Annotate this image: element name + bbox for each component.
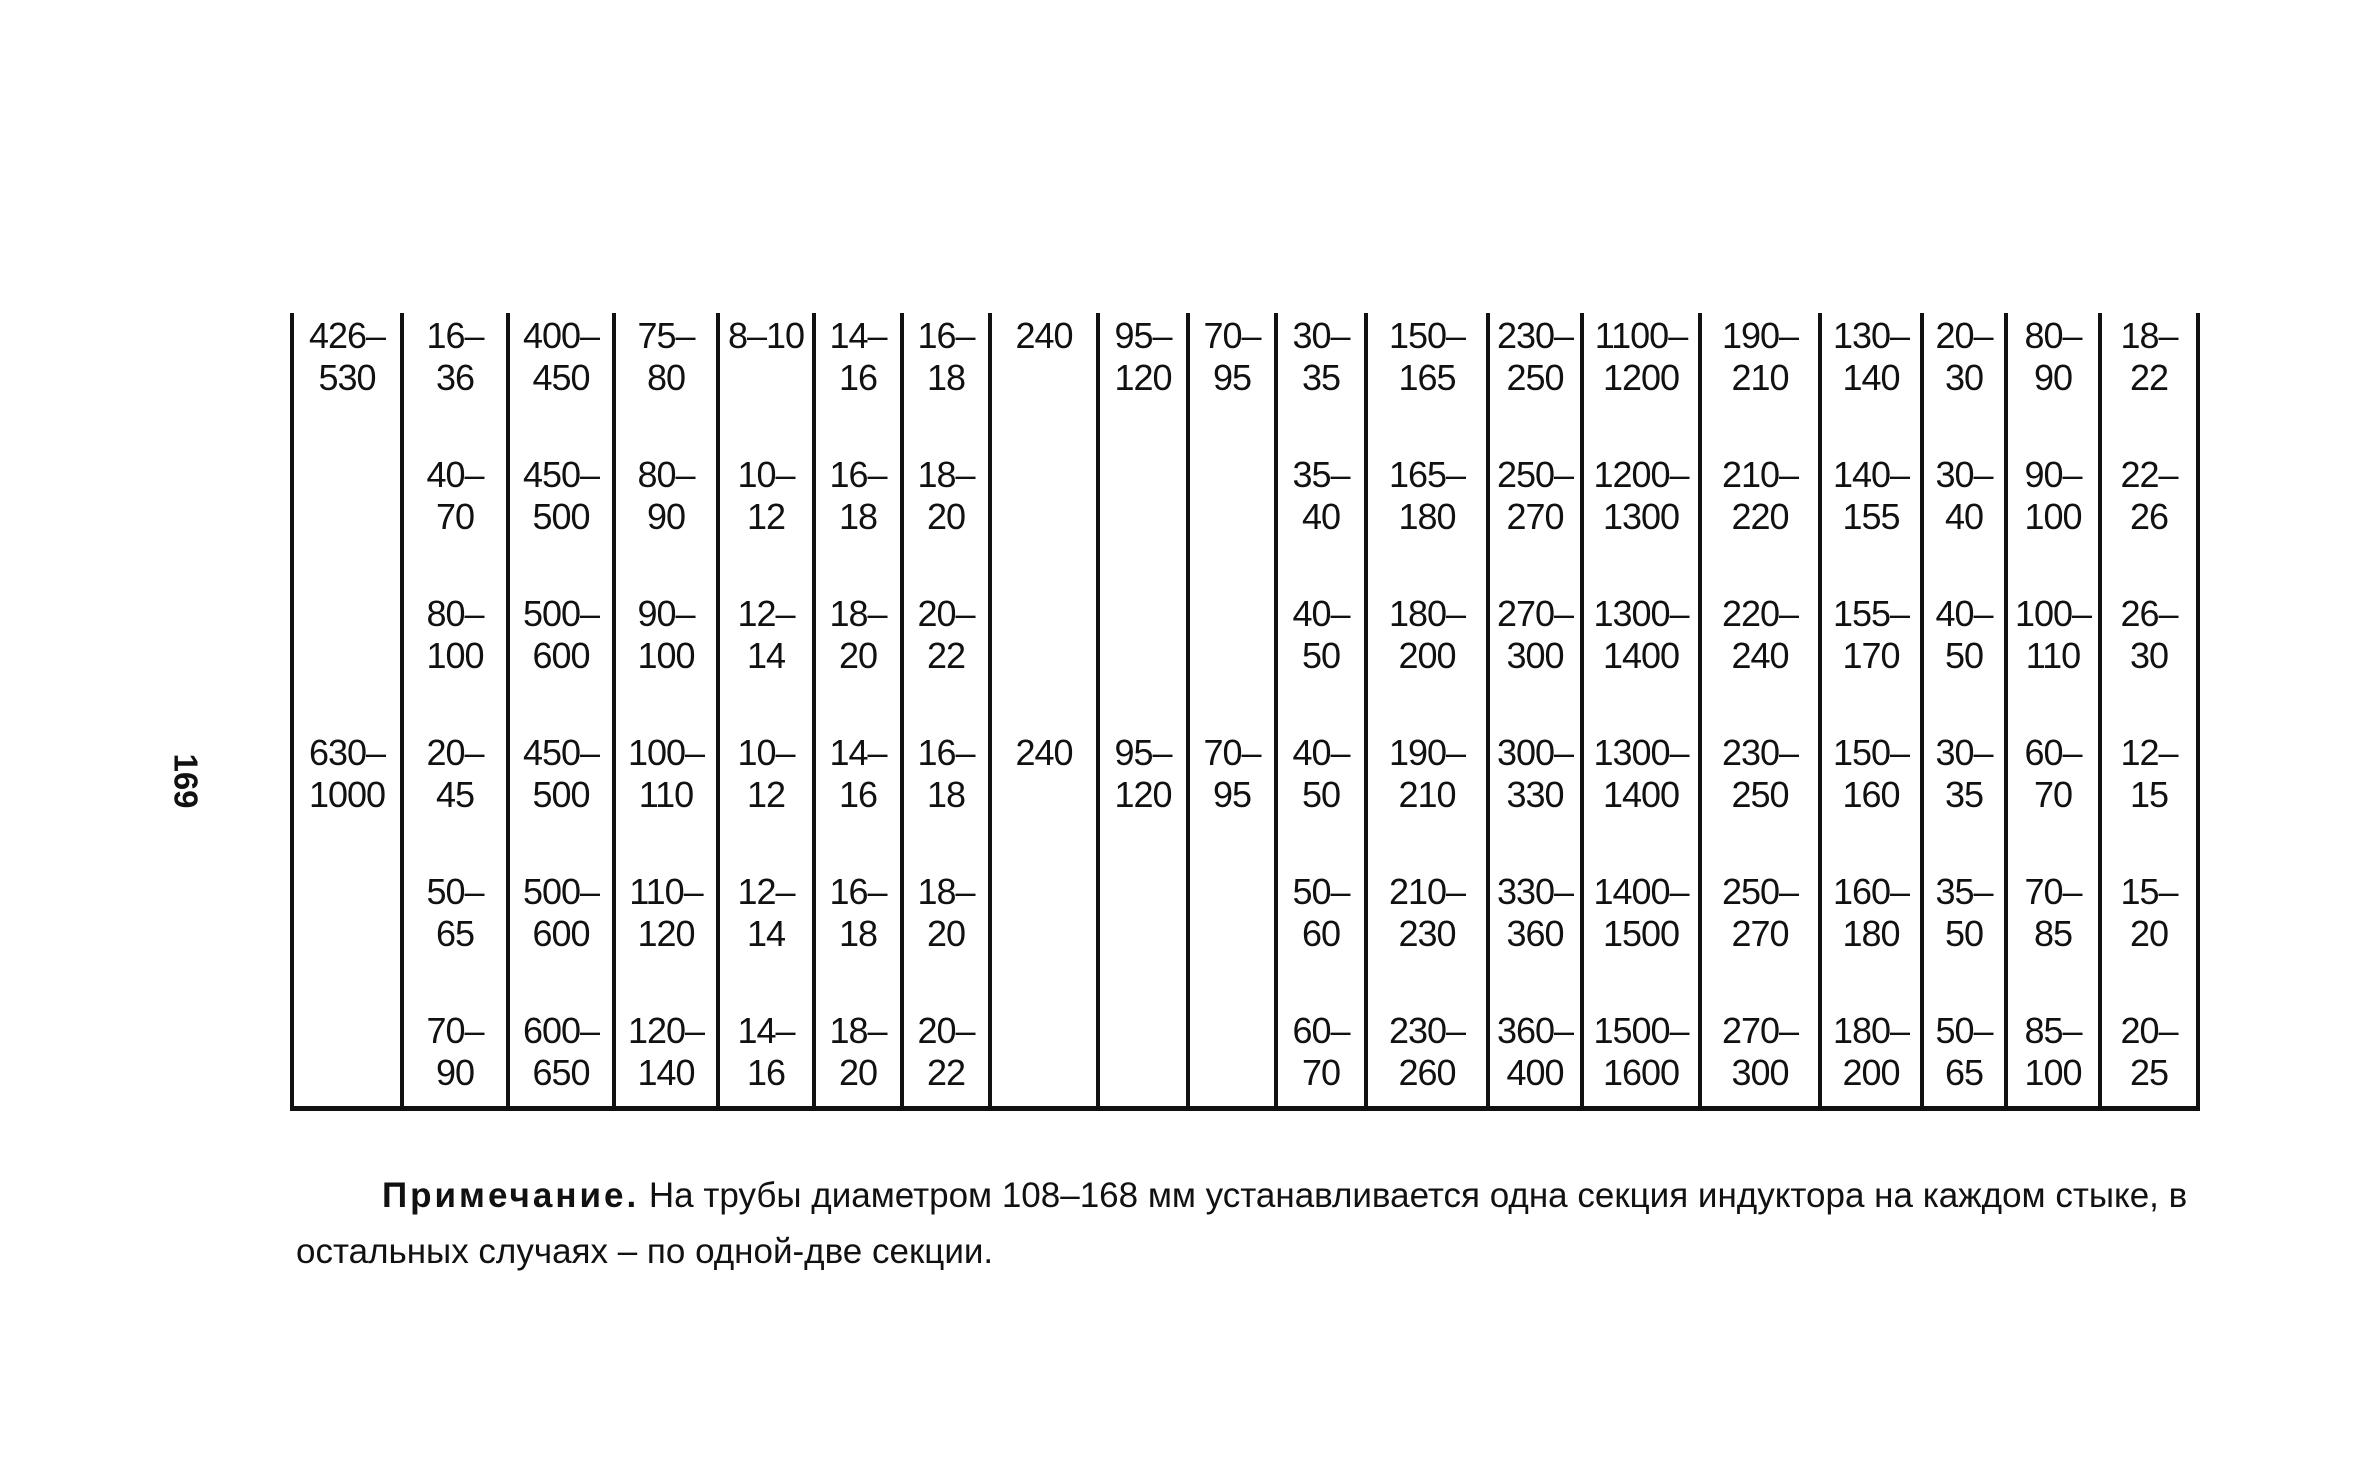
cell-value: 450– 500 [522, 454, 600, 537]
cell-value: 20– 22 [917, 1010, 975, 1093]
cell-value: 240 [1015, 315, 1073, 356]
table-cell [902, 730, 990, 869]
cell-value [992, 452, 1096, 454]
cell-value: 85– 100 [2024, 1010, 2082, 1093]
cell-value: 80– 100 [426, 593, 484, 676]
cell-value: 426– 530 [308, 315, 386, 398]
cell-value: 150– 160 [1832, 732, 1910, 815]
table-cell [1188, 1008, 1276, 1109]
table-cell [1276, 313, 1366, 452]
table-cell [1366, 313, 1488, 452]
cell-value: 190– 210 [1388, 732, 1466, 815]
cell-value: 500– 600 [522, 593, 600, 676]
table-cell [1276, 591, 1366, 730]
cell-value: 230– 250 [1721, 732, 1799, 815]
table-cell [902, 869, 990, 1008]
table-cell [2100, 452, 2198, 591]
table-cell [1700, 591, 1820, 730]
table-cell [402, 452, 508, 591]
cell-value: 230– 250 [1496, 315, 1574, 398]
cell-value [1190, 1008, 1274, 1010]
table-cell [2100, 869, 2198, 1008]
cell-value: 1100– 1200 [1594, 315, 1688, 398]
note-text: На трубы диаметром 108–168 мм устанавливается одна секция индуктора на каждом стыке, в остальных случаях – по одной-две секции. [296, 1176, 2188, 1271]
cell-value: 1400– 1500 [1593, 871, 1689, 954]
table-cell [1820, 869, 1922, 1008]
cell-value: 18– 20 [829, 593, 887, 676]
table-cell [1922, 869, 2006, 1008]
cell-value: 14– 16 [737, 1010, 795, 1093]
cell-value [1100, 1008, 1186, 1010]
table-cell [292, 730, 402, 869]
table-cell [1098, 730, 1188, 869]
table-cell [614, 730, 718, 869]
table-cell [1700, 313, 1820, 452]
table-cell [902, 1008, 990, 1109]
cell-value: 1300– 1400 [1593, 593, 1689, 676]
table-cell [1488, 313, 1582, 452]
table-cell [614, 1008, 718, 1109]
table-cell [1098, 1008, 1188, 1109]
table-cell [508, 730, 614, 869]
table-cell [614, 452, 718, 591]
cell-value: 100– 110 [627, 732, 705, 815]
cell-value: 50– 65 [426, 871, 484, 954]
cell-value: 1500– 1600 [1593, 1010, 1689, 1093]
cell-value: 100– 110 [2014, 593, 2092, 676]
cell-value: 40– 50 [1292, 593, 1350, 676]
cell-value: 10– 12 [737, 454, 795, 537]
table-cell [1922, 591, 2006, 730]
cell-value: 80– 90 [2024, 315, 2082, 398]
table-cell [1582, 730, 1700, 869]
table-cell [814, 869, 902, 1008]
cell-value: 165– 180 [1388, 454, 1466, 537]
cell-value: 180– 200 [1832, 1010, 1910, 1093]
cell-value [1190, 869, 1274, 871]
cell-value: 450– 500 [522, 732, 600, 815]
table-cell [902, 313, 990, 452]
table-cell [902, 452, 990, 591]
table-cell [1582, 591, 1700, 730]
table-body [292, 313, 2198, 1109]
table-row [292, 869, 2198, 1008]
table-cell [1488, 591, 1582, 730]
cell-value: 35– 40 [1292, 454, 1350, 537]
cell-value [1100, 452, 1186, 454]
table-cell [402, 1008, 508, 1109]
data-table [290, 313, 2200, 1111]
cell-value: 190– 210 [1721, 315, 1799, 398]
cell-value: 210– 230 [1388, 871, 1466, 954]
cell-value [992, 591, 1096, 593]
cell-value: 250– 270 [1496, 454, 1574, 537]
table-cell [1488, 1008, 1582, 1109]
table-cell [1188, 313, 1276, 452]
table-cell [508, 452, 614, 591]
table-cell [718, 452, 814, 591]
table-cell [402, 869, 508, 1008]
cell-value: 70– 95 [1203, 315, 1261, 398]
cell-value [294, 1008, 400, 1010]
table-cell [1922, 313, 2006, 452]
cell-value: 1200– 1300 [1593, 454, 1689, 537]
table-cell [990, 1008, 1098, 1109]
table-cell [1582, 313, 1700, 452]
cell-value: 140– 155 [1832, 454, 1910, 537]
cell-value: 150– 165 [1388, 315, 1466, 398]
table-cell [1922, 1008, 2006, 1109]
cell-value: 400– 450 [522, 315, 600, 398]
table-cell [990, 313, 1098, 452]
cell-value: 12– 14 [737, 593, 795, 676]
table-cell [814, 313, 902, 452]
cell-value: 14– 16 [829, 315, 887, 398]
cell-value: 30– 35 [1292, 315, 1350, 398]
cell-value: 110– 120 [629, 871, 703, 954]
table-cell [1098, 591, 1188, 730]
cell-value: 50– 60 [1292, 871, 1350, 954]
note-lead: Примечание. [382, 1176, 640, 1215]
cell-value [1190, 591, 1274, 593]
table-cell [2100, 313, 2198, 452]
cell-value: 160– 180 [1832, 871, 1910, 954]
cell-value: 50– 65 [1935, 1010, 1993, 1093]
table-cell [1922, 452, 2006, 591]
table-cell [1820, 452, 1922, 591]
cell-value: 270– 300 [1721, 1010, 1799, 1093]
cell-value: 20– 25 [2120, 1010, 2178, 1093]
cell-value: 60– 70 [1292, 1010, 1350, 1093]
table-cell [2006, 313, 2100, 452]
table-cell [1366, 1008, 1488, 1109]
cell-value: 220– 240 [1721, 593, 1799, 676]
table-cell [1366, 869, 1488, 1008]
cell-value: 40– 70 [426, 454, 484, 537]
cell-value: 630– 1000 [308, 732, 386, 815]
cell-value: 20– 30 [1935, 315, 1993, 398]
table-cell [1098, 313, 1188, 452]
cell-value: 75– 80 [637, 315, 695, 398]
cell-value: 26– 30 [2120, 593, 2178, 676]
cell-value: 80– 90 [637, 454, 695, 537]
cell-value: 210– 220 [1721, 454, 1799, 537]
table-cell [1488, 730, 1582, 869]
table-cell [1700, 1008, 1820, 1109]
cell-value: 18– 20 [829, 1010, 887, 1093]
table-cell [1922, 730, 2006, 869]
cell-value: 12– 15 [2120, 732, 2178, 815]
cell-value [294, 452, 400, 454]
cell-value: 20– 22 [917, 593, 975, 676]
cell-value: 360– 400 [1496, 1010, 1574, 1093]
cell-value [992, 869, 1096, 871]
table-cell [2006, 591, 2100, 730]
table-cell [1276, 730, 1366, 869]
table-cell [292, 591, 402, 730]
table-cell [718, 869, 814, 1008]
cell-value: 12– 14 [737, 871, 795, 954]
table-cell [1276, 452, 1366, 591]
cell-value: 10– 12 [737, 732, 795, 815]
cell-value: 16– 18 [917, 732, 975, 815]
table-cell [1488, 869, 1582, 1008]
cell-value: 16– 18 [829, 454, 887, 537]
table-cell [1820, 1008, 1922, 1109]
cell-value: 60– 70 [2024, 732, 2082, 815]
cell-value: 40– 50 [1292, 732, 1350, 815]
cell-value: 240 [1015, 732, 1073, 773]
table-cell [614, 591, 718, 730]
cell-value: 22– 26 [2120, 454, 2178, 537]
cell-value: 16– 36 [426, 315, 484, 398]
table-cell [292, 313, 402, 452]
table-cell [1700, 730, 1820, 869]
table-cell [718, 313, 814, 452]
cell-value: 70– 90 [426, 1010, 484, 1093]
table-cell [2006, 452, 2100, 591]
table-cell [614, 869, 718, 1008]
cell-value: 130– 140 [1832, 315, 1910, 398]
table-row [292, 591, 2198, 730]
cell-value: 18– 22 [2120, 315, 2178, 398]
table-cell [402, 313, 508, 452]
cell-value: 95– 120 [1114, 315, 1172, 398]
table-cell [1098, 452, 1188, 591]
table-cell [2006, 730, 2100, 869]
cell-value [1100, 591, 1186, 593]
cell-value: 500– 600 [522, 871, 600, 954]
cell-value: 230– 260 [1388, 1010, 1466, 1093]
cell-value: 70– 85 [2024, 871, 2082, 954]
cell-value: 250– 270 [1721, 871, 1799, 954]
cell-value: 40– 50 [1935, 593, 1993, 676]
table-cell [292, 1008, 402, 1109]
cell-value [1100, 869, 1186, 871]
cell-value: 16– 18 [917, 315, 975, 398]
cell-value: 20– 45 [426, 732, 484, 815]
cell-value [1190, 452, 1274, 454]
table-cell [1098, 869, 1188, 1008]
table-cell [1276, 1008, 1366, 1109]
table-cell [1366, 730, 1488, 869]
table-cell [292, 869, 402, 1008]
table-cell [1188, 452, 1276, 591]
table-cell [1820, 313, 1922, 452]
table-cell [1366, 591, 1488, 730]
table-cell [1188, 869, 1276, 1008]
table-cell [990, 869, 1098, 1008]
cell-value: 30– 40 [1935, 454, 1993, 537]
table-cell [508, 591, 614, 730]
cell-value: 270– 300 [1496, 593, 1574, 676]
cell-value: 18– 20 [917, 871, 975, 954]
table-cell [508, 869, 614, 1008]
note-paragraph [296, 1168, 2200, 1280]
cell-value: 90– 100 [637, 593, 695, 676]
table-cell [1700, 452, 1820, 591]
table-cell [508, 1008, 614, 1109]
cell-value [992, 1008, 1096, 1010]
table-cell [1276, 869, 1366, 1008]
table-cell [1188, 730, 1276, 869]
table-cell [814, 591, 902, 730]
cell-value: 70– 95 [1203, 732, 1261, 815]
table-cell [2100, 1008, 2198, 1109]
table-cell [292, 452, 402, 591]
table-cell [1188, 591, 1276, 730]
table-cell [990, 730, 1098, 869]
table-cell [814, 730, 902, 869]
page-number: 169 [167, 753, 205, 809]
cell-value: 8–10 [727, 315, 805, 356]
table-cell [814, 1008, 902, 1109]
table-cell [2100, 730, 2198, 869]
table-cell [1366, 452, 1488, 591]
cell-value: 120– 140 [627, 1010, 705, 1093]
table-cell [1582, 1008, 1700, 1109]
table-cell [2100, 591, 2198, 730]
table-cell [814, 452, 902, 591]
table-cell [2006, 1008, 2100, 1109]
table-cell [1582, 452, 1700, 591]
cell-value: 95– 120 [1114, 732, 1172, 815]
cell-value: 1300– 1400 [1593, 732, 1689, 815]
table-cell [718, 730, 814, 869]
table-row [292, 1008, 2198, 1109]
table-cell [902, 591, 990, 730]
cell-value: 300– 330 [1496, 732, 1574, 815]
table-cell [402, 591, 508, 730]
table-cell [990, 452, 1098, 591]
cell-value: 30– 35 [1935, 732, 1993, 815]
cell-value [294, 869, 400, 871]
table-row [292, 313, 2198, 452]
table-cell [1700, 869, 1820, 1008]
table-cell [1820, 730, 1922, 869]
cell-value: 16– 18 [829, 871, 887, 954]
cell-value: 35– 50 [1935, 871, 1993, 954]
table-cell [1582, 869, 1700, 1008]
cell-value: 600– 650 [522, 1010, 600, 1093]
cell-value: 330– 360 [1496, 871, 1574, 954]
table-cell [2006, 869, 2100, 1008]
table-cell [990, 591, 1098, 730]
table-cell [718, 1008, 814, 1109]
cell-value: 155– 170 [1832, 593, 1910, 676]
table-cell [402, 730, 508, 869]
cell-value: 18– 20 [917, 454, 975, 537]
table-cell [1488, 452, 1582, 591]
table-cell [718, 591, 814, 730]
table-row [292, 730, 2198, 869]
table-cell [508, 313, 614, 452]
cell-value: 90– 100 [2024, 454, 2082, 537]
cell-value: 15– 20 [2120, 871, 2178, 954]
table-cell [1820, 591, 1922, 730]
table-cell [614, 313, 718, 452]
table-row [292, 452, 2198, 591]
cell-value: 180– 200 [1388, 593, 1466, 676]
cell-value [294, 591, 400, 593]
cell-value: 14– 16 [829, 732, 887, 815]
